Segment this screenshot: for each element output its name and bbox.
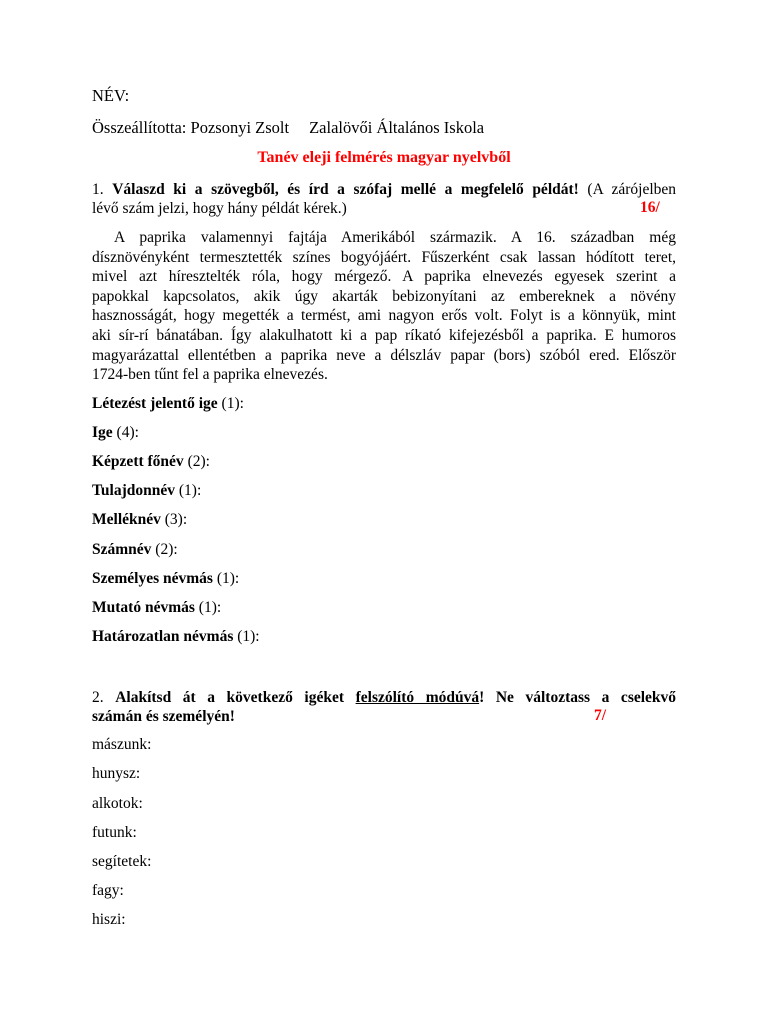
task2-instruction-line1: 2. Alakítsd át a következő igéket felszólító módúvá! Ne változtass a cselekvő xyxy=(92,689,677,706)
text-line: papokkal kapcsolatos, akik úgy akarták bebizonyítani az embereknek a növény xyxy=(92,287,676,305)
verb-item: fagy: xyxy=(92,882,124,899)
verb-item: futunk: xyxy=(92,824,137,841)
text-line: mivel azt híresztelték róla, hogy mérgező. A paprika elnevezés egyesek szerint a xyxy=(92,268,676,286)
school-name: Zalalövői Általános Iskola xyxy=(309,118,485,137)
text-line: magyarázattal ellentétben a paprika neve a délszláv papar (bors) szóból ered. Először xyxy=(92,346,676,364)
text-line: dísznövényként termesztették színes bogyójáért. Fűszerként csak lassan hódított teret, xyxy=(92,248,676,266)
text-line: A paprika valamennyi fajtája Amerikából származik. A 16. században még xyxy=(114,229,676,246)
verb-item: mászunk: xyxy=(92,736,152,753)
text-line: 1724-ben tűnt fel a paprika elnevezés. xyxy=(92,366,328,384)
task1-score: 16/ xyxy=(640,199,660,216)
document-page xyxy=(92,0,676,1024)
task1-instruction-line1: 1. Válaszd ki a szövegből, és írd a szófaj mellé a megfelelő példát! (A zárójelben xyxy=(92,181,677,198)
compiled-by: Összeállította: Pozsonyi Zsolt xyxy=(92,118,290,137)
verb-item: segítetek: xyxy=(92,853,152,870)
page-title: Tanév eleji felmérés magyar nyelvből xyxy=(257,149,511,166)
text-line: hasznosságát, hogy megették a termést, ami nagyon erős volt. Folyt is a könnyük, mint xyxy=(92,307,676,325)
list-item: Számnév (2): xyxy=(92,541,178,558)
reading-text xyxy=(92,228,676,385)
list-item: Mutató névmás (1): xyxy=(92,599,222,616)
text-line: aki sír-rí bánatában. Így alakulhatott ki a pap ríkató kifejezésből a paprika. E humoros xyxy=(92,326,676,344)
task2-instruction xyxy=(92,688,676,726)
verb-item: hiszi: xyxy=(92,911,126,928)
task1-instruction-line2: lévő szám jelzi, hogy hány példát kérek.) xyxy=(92,200,347,217)
list-item: Ige (4): xyxy=(92,424,139,441)
list-item: Képzett főnév (2): xyxy=(92,453,210,470)
list-item: Létezést jelentő ige (1): xyxy=(92,395,244,412)
task1-instruction xyxy=(92,180,676,218)
name-label: NÉV: xyxy=(92,86,130,105)
verb-item: hunysz: xyxy=(92,765,141,782)
task2-score: 7/ xyxy=(594,707,607,724)
verb-item: alkotok: xyxy=(92,795,143,812)
author-line xyxy=(92,118,484,138)
list-item: Határozatlan névmás (1): xyxy=(92,628,260,645)
list-item: Tulajdonnév (1): xyxy=(92,482,202,499)
task2-instruction-line2: számán és személyén! xyxy=(92,708,235,725)
list-item: Személyes névmás (1): xyxy=(92,570,240,587)
list-item: Melléknév (3): xyxy=(92,511,188,528)
